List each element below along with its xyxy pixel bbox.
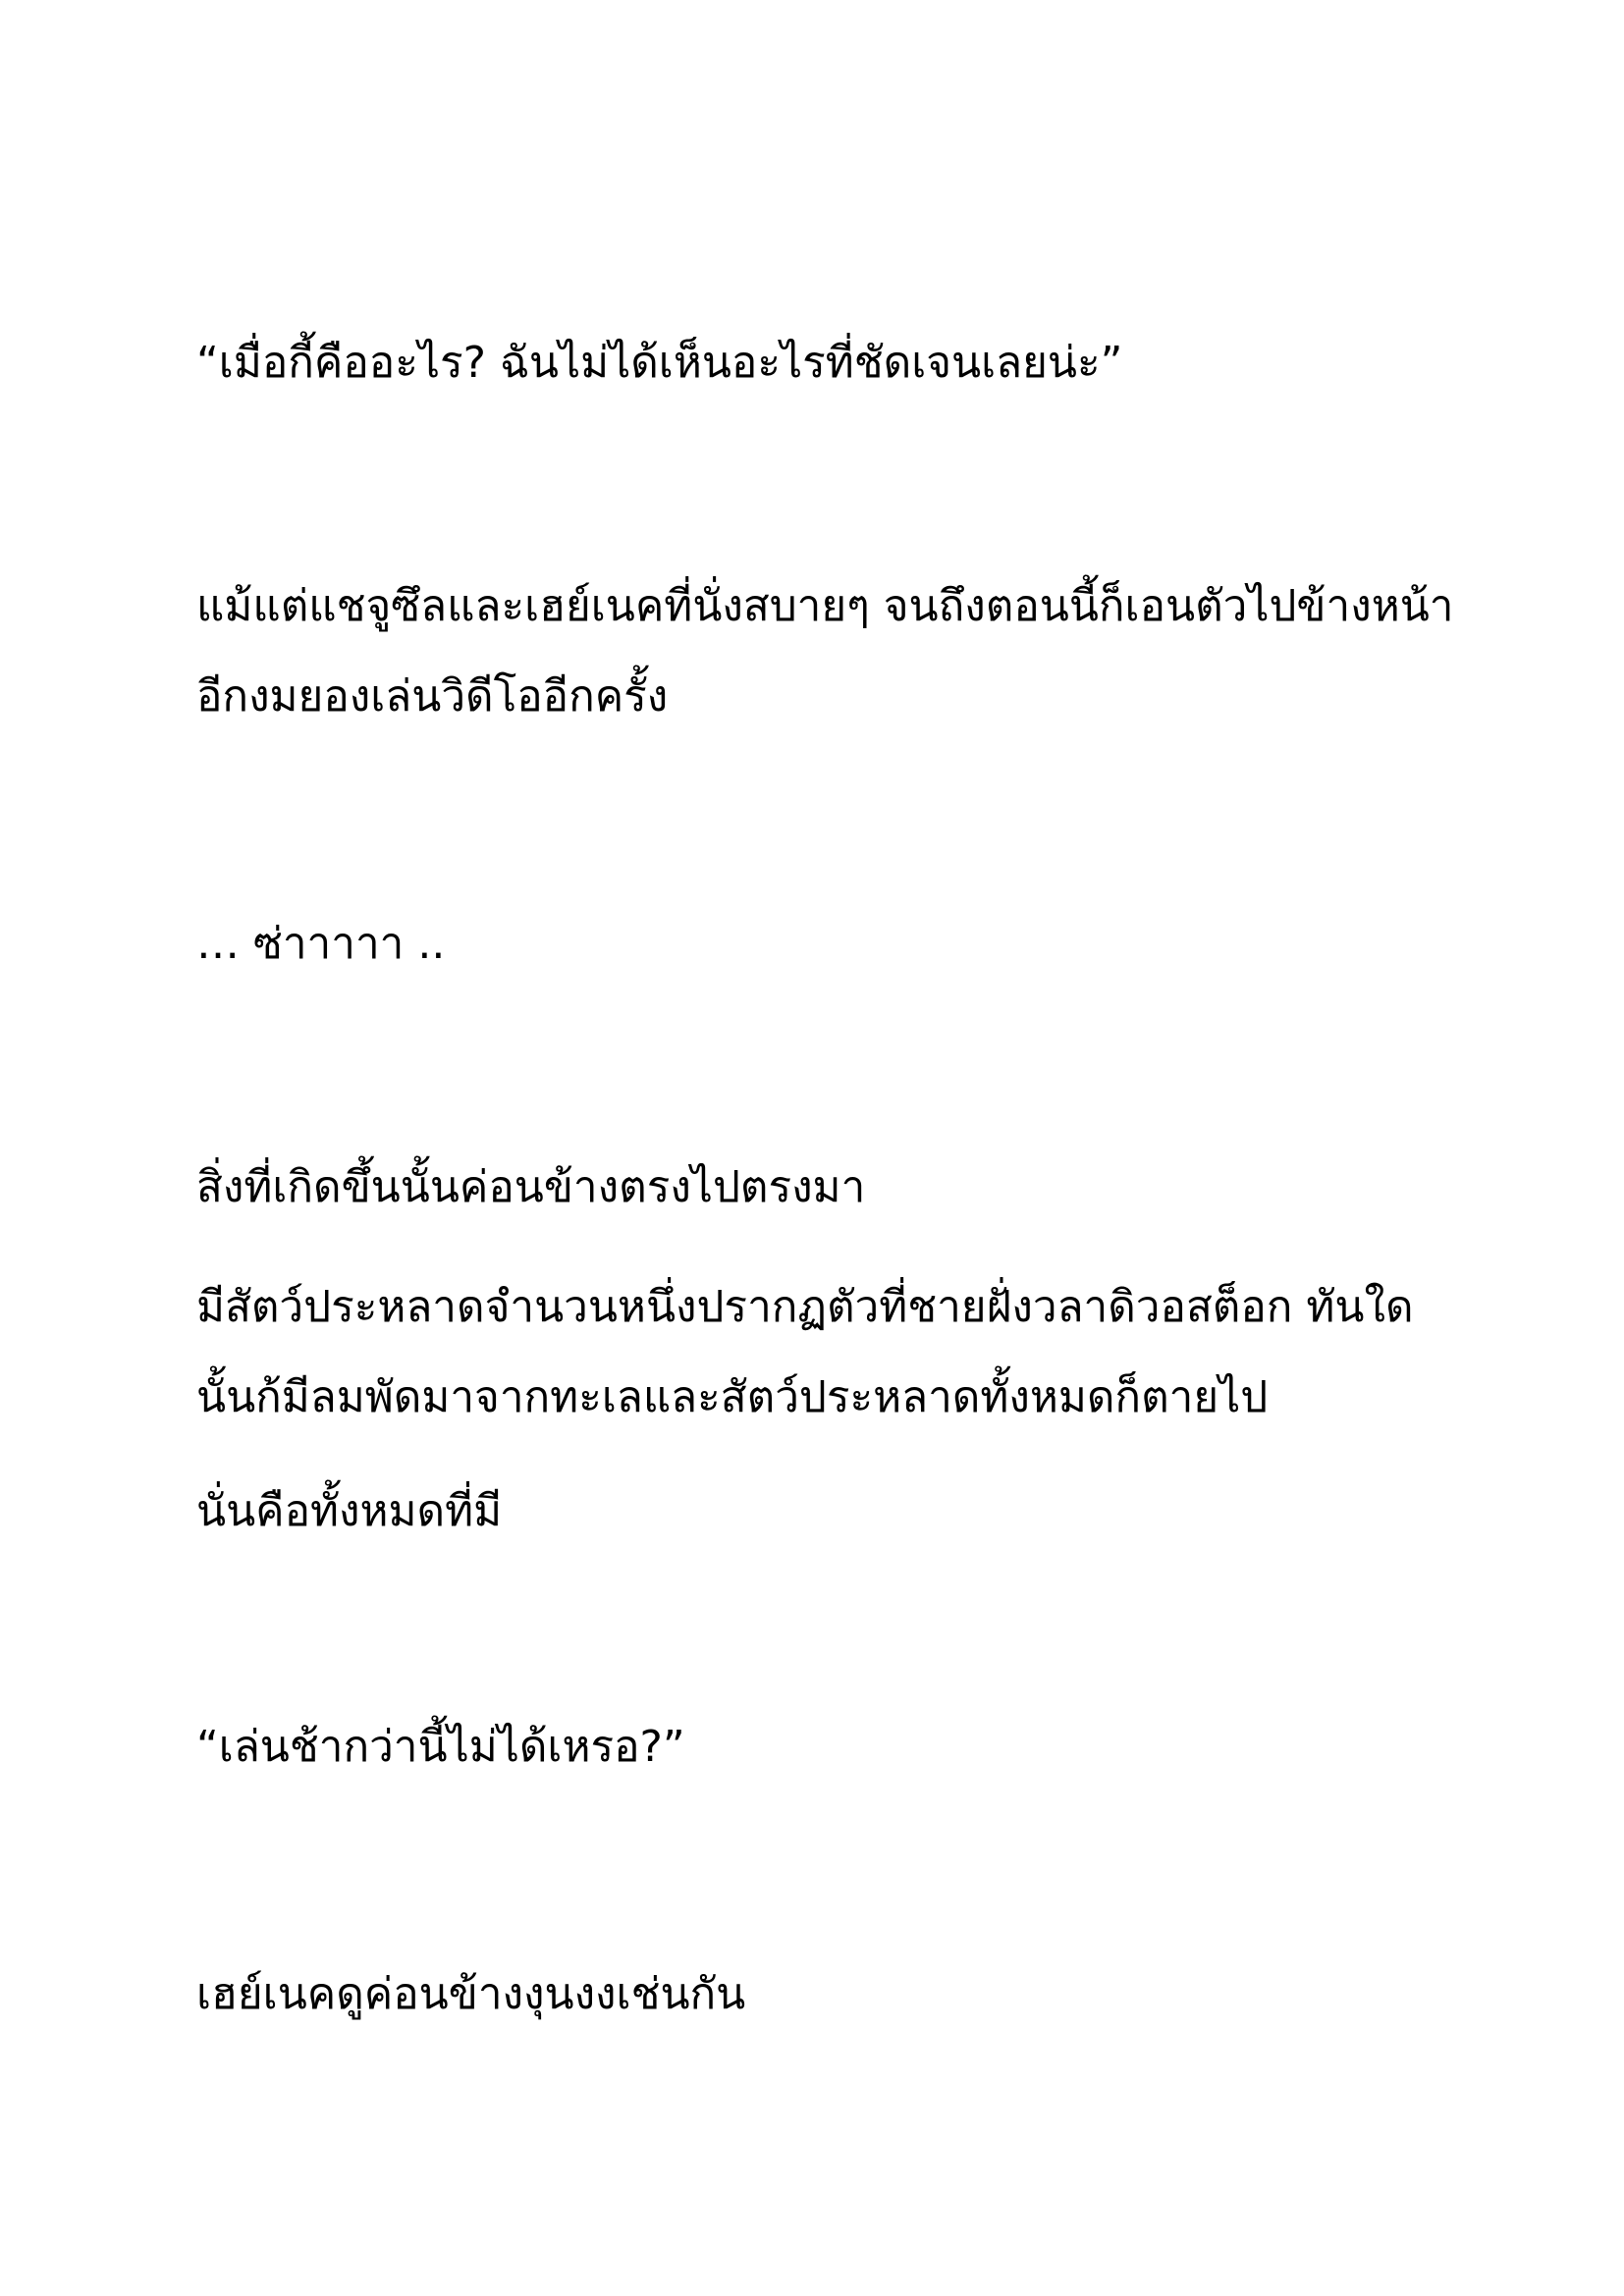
paragraph-line: เฮย์เนคดูค่อนข้างงุนงงเช่นกัน xyxy=(196,1969,746,2019)
dialogue-line: “เมื่อกี้คืออะไร? ฉันไม่ได้เห็นอะไรที่ชัดเจนเลยน่ะ” xyxy=(196,338,1123,388)
paragraph-line: นั้นก้มีลมพัดมาจากทะเลและสัตว์ประหลาดทั้งหมดก็ตายไป xyxy=(196,1372,1269,1422)
paragraph-line: นั่นคือทั้งหมดที่มี xyxy=(196,1486,503,1536)
dialogue-line: “เล่นช้ากว่านี้ไม่ได้เหรอ?” xyxy=(196,1722,685,1772)
paragraph-line: แม้แต่แชจูซึลและเฮย์เนคที่นั่งสบายๆ จนถึงตอนนี้ก็เอนตัวไปข้างหน้า xyxy=(196,581,1454,631)
paragraph-line: อีกงมยองเล่นวิดีโออีกครั้ง xyxy=(196,671,669,721)
sound-effect-line: … ซ่าาาาา .. xyxy=(196,919,446,969)
paragraph-line: มีสัตว์ประหลาดจำนวนหนึ่งปรากฏตัวที่ชายฝั่งวลาดิวอสต็อก ทันใด xyxy=(196,1282,1414,1332)
paragraph-line: สิ่งที่เกิดขึ้นนั้นค่อนข้างตรงไปตรงมา xyxy=(196,1162,866,1212)
